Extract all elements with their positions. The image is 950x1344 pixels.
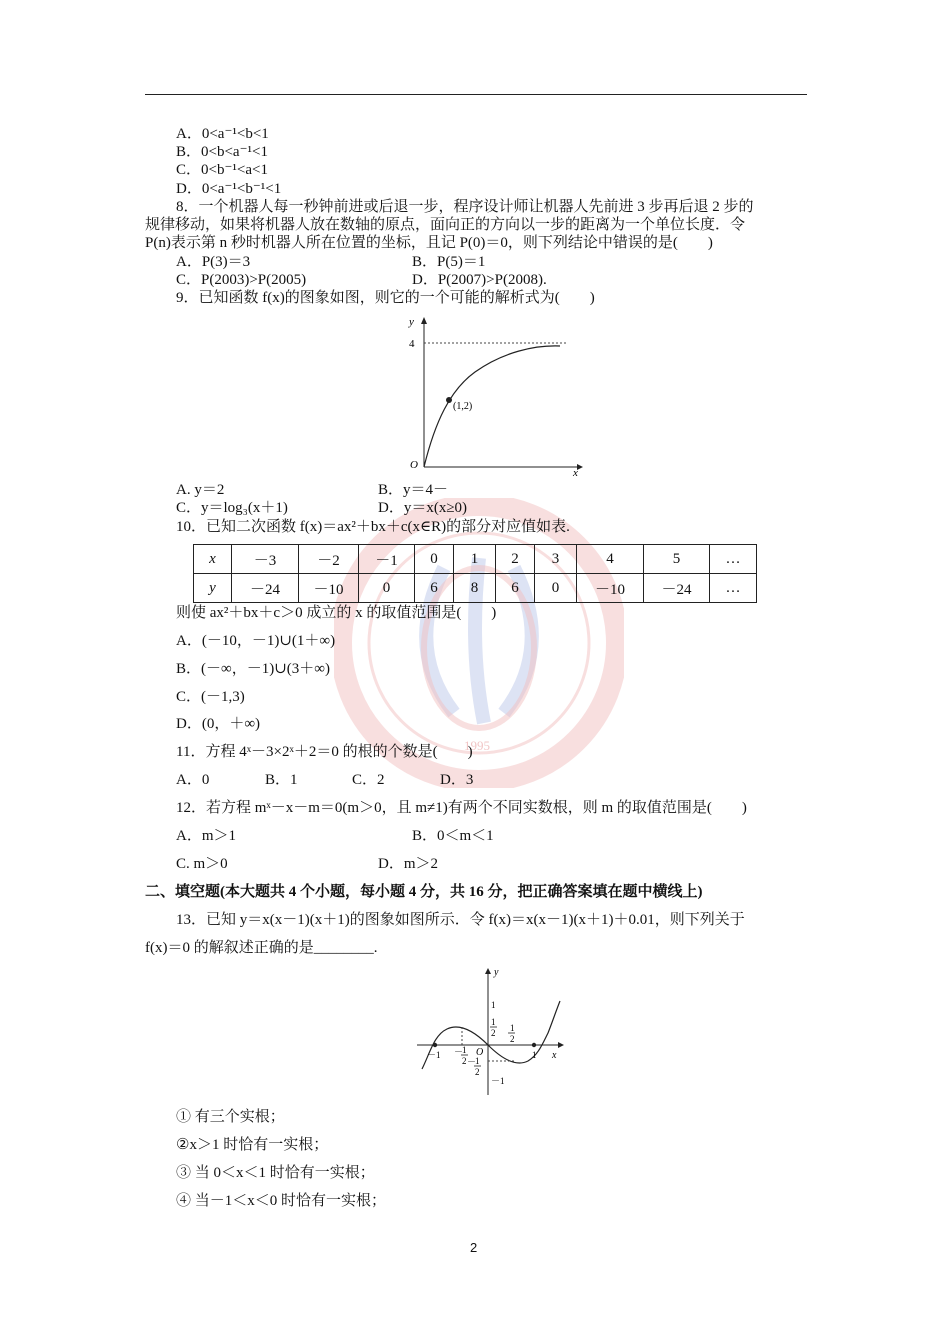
q9-stem: 9．已知函数 f(x)的图象如图，则它的一个可能的解析式为( ) [176, 290, 595, 306]
q7-option-d: D．0<a⁻¹<b⁻¹<1 [176, 181, 282, 197]
header-rule [145, 94, 807, 95]
q11-option-b: B．1 [265, 772, 298, 788]
svg-text:1: 1 [532, 1050, 537, 1060]
table-cell: 0 [359, 574, 415, 603]
page-number: 2 [470, 1240, 478, 1255]
q11-stem: 11．方程 4ˣ－3×2ˣ＋2＝0 的根的个数是( ) [176, 744, 473, 760]
svg-text:1: 1 [491, 1000, 496, 1010]
q13-statement-1: ① 有三个实根； [176, 1109, 285, 1125]
q8-stem-line3: P(n)表示第 n 秒时机器人所在位置的坐标，且记 P(0)＝0，则下列结论中错误的是( ) [145, 235, 713, 251]
table-cell: 4 [577, 545, 644, 574]
svg-text:－1: －1 [491, 1076, 505, 1086]
q8-option-c: C．P(2003)>P(2005) [176, 272, 307, 288]
q10-option-b: B．(－∞，－1)∪(3＋∞) [176, 661, 330, 677]
table-cell: －1 [359, 545, 415, 574]
section-heading: 二、填空题(本大题共 4 个小题，每小题 4 分，共 16 分，把正确答案填在题中横线上) [145, 884, 703, 900]
q10-values-table [193, 544, 757, 603]
svg-text:O: O [410, 459, 418, 471]
table-cell: 1 [454, 545, 496, 574]
q9-function-graph [395, 312, 595, 477]
table-cell: 0 [415, 545, 454, 574]
svg-text:2: 2 [462, 1056, 467, 1066]
q13-statement-2: ②x＞1 时恰有一实根； [176, 1137, 329, 1153]
table-cell: 2 [496, 545, 535, 574]
q8-option-d: D．P(2007)>P(2008). [412, 272, 547, 288]
svg-text:1: 1 [491, 1017, 496, 1027]
table-cell: 6 [415, 574, 454, 603]
table-cell: －10 [577, 574, 644, 603]
q10-option-a: A．(－10，－1)∪(1＋∞) [176, 633, 336, 649]
table-cell: 3 [535, 545, 577, 574]
table-cell: 0 [535, 574, 577, 603]
table-cell: －10 [299, 574, 359, 603]
watermark-year: 1995 [464, 738, 490, 753]
svg-text:y: y [494, 967, 499, 978]
q13-cubic-graph [412, 965, 572, 1100]
q12-stem: 12．若方程 mˣ－x－m＝0(m＞0，且 m≠1)有两个不同实数根，则 m 的取值范围是( ) [176, 800, 747, 816]
table-cell: y [194, 574, 232, 603]
table-cell: 6 [496, 574, 535, 603]
table-cell: －24 [232, 574, 299, 603]
q13-statement-3: ③ 当 0＜x＜1 时恰有一实根； [176, 1165, 375, 1181]
svg-text:－: － [467, 1057, 477, 1067]
q10-stem: 10．已知二次函数 f(x)＝ax²＋bx＋c(x∈R)的部分对应值如表. [176, 519, 570, 535]
q12-option-b: B．0＜m＜1 [412, 828, 494, 844]
point-marker [446, 397, 452, 403]
table-cell: －2 [299, 545, 359, 574]
q8-option-b: B．P(5)＝1 [412, 254, 486, 270]
svg-text:2: 2 [491, 1028, 496, 1038]
q12-option-c: C. m＞0 [176, 856, 228, 872]
q10-option-d: D．(0，＋∞) [176, 716, 261, 732]
q9-option-c: C．y＝log₃(x＋1) [176, 500, 288, 516]
svg-text:x: x [573, 467, 578, 477]
svg-text:－: － [454, 1047, 464, 1057]
q9-option-d: D．y＝x(x≥0) [378, 500, 468, 516]
curve [424, 346, 560, 467]
q13-statement-4: ④ 当－1＜x＜0 时恰有一实根； [176, 1193, 387, 1209]
svg-text:1: 1 [462, 1045, 467, 1055]
q8-option-a: A．P(3)＝3 [176, 254, 251, 270]
q8-stem-line1: 8．一个机器人每一秒钟前进或后退一步，程序设计师让机器人先前进 3 步再后退 2 步的 [176, 199, 754, 215]
table-cell: 8 [454, 574, 496, 603]
q7-option-c: C．0<b⁻¹<a<1 [176, 162, 268, 178]
svg-text:x: x [552, 1050, 557, 1061]
q7-option-a: A．0<a⁻¹<b<1 [176, 126, 269, 142]
q12-option-d: D．m＞2 [378, 856, 439, 872]
svg-text:4: 4 [409, 338, 415, 350]
q9-option-a: A. y＝2 [176, 482, 225, 498]
svg-text:2: 2 [475, 1067, 480, 1077]
table-cell: … [710, 545, 757, 574]
table-row-y [194, 574, 757, 603]
svg-text:O: O [476, 1047, 484, 1058]
q11-option-c: C．2 [352, 772, 385, 788]
table-cell: －3 [232, 545, 299, 574]
svg-text:1: 1 [475, 1056, 480, 1066]
table-cell: 5 [644, 545, 710, 574]
q12-option-a: A．m＞1 [176, 828, 237, 844]
q11-option-a: A．0 [176, 772, 210, 788]
table-cell: … [710, 574, 757, 603]
q10-option-c: C．(－1,3) [176, 689, 245, 705]
q8-stem-line2: 规律移动，如果将机器人放在数轴的原点，面向正的方向以一步的距离为一个单位长度．令 [145, 217, 746, 233]
svg-text:(1,2): (1,2) [453, 401, 473, 412]
svg-text:1: 1 [510, 1023, 515, 1033]
q7-option-b: B．0<b<a⁻¹<1 [176, 144, 268, 160]
q13-stem-line2: f(x)＝0 的解叙述正确的是________. [145, 940, 378, 956]
q10-question: 则使 ax²＋bx＋c＞0 成立的 x 的取值范围是( ) [176, 605, 497, 621]
q9-option-b: B．y＝4－ [378, 482, 449, 498]
svg-text:y: y [409, 316, 414, 328]
svg-text:－1: －1 [427, 1050, 441, 1060]
q13-stem-line1: 13．已知 y＝x(x－1)(x＋1)的图象如图所示．令 f(x)＝x(x－1)(x＋1)＋0.01，则下列关于 [176, 912, 745, 928]
table-row-x [194, 545, 757, 574]
q11-option-d: D．3 [440, 772, 474, 788]
svg-text:2: 2 [510, 1034, 515, 1044]
table-cell: －24 [644, 574, 710, 603]
table-cell: x [194, 545, 232, 574]
